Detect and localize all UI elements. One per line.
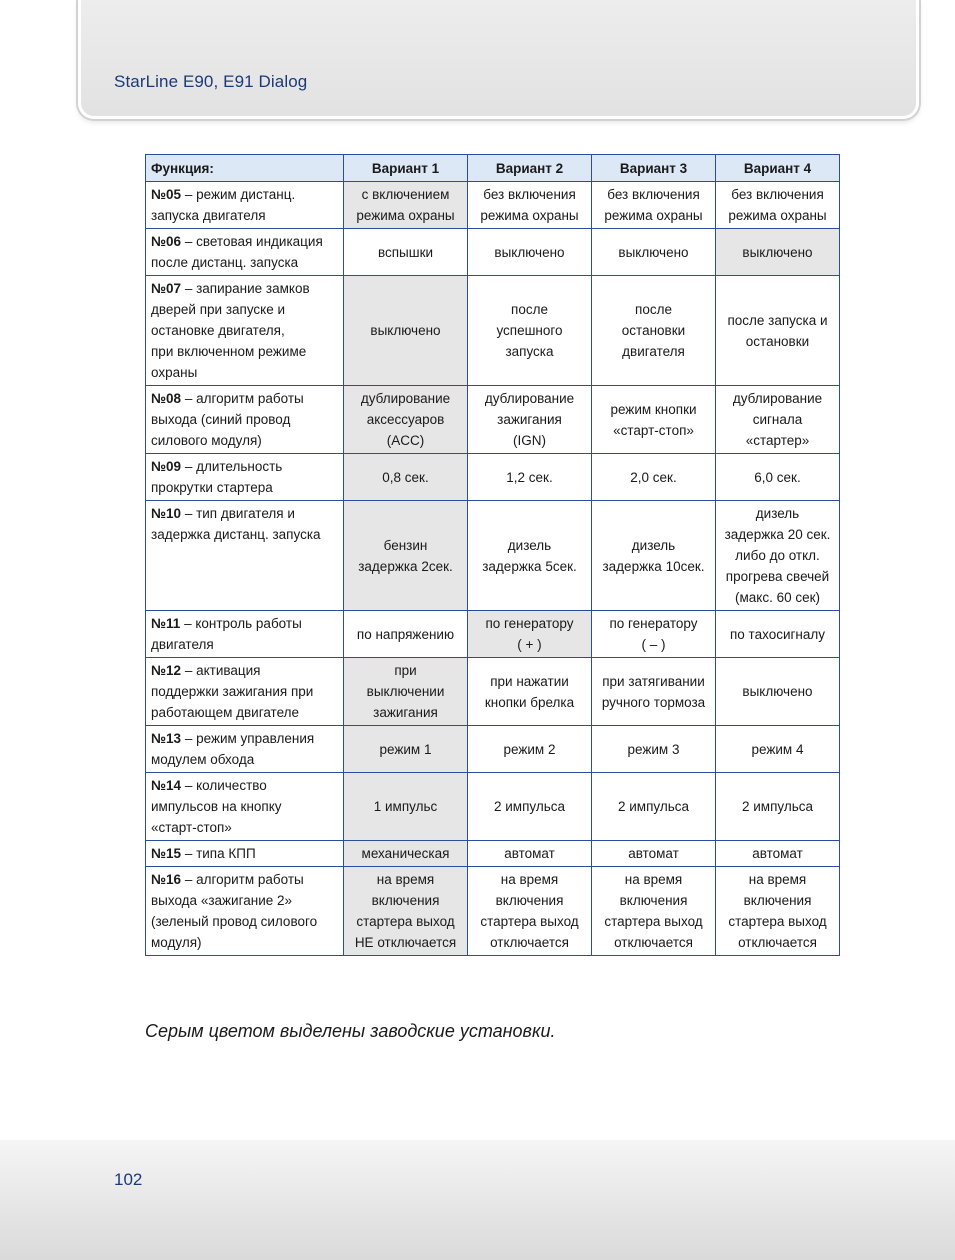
header-band <box>78 0 919 119</box>
function-label: – режим дистанц. запуска двигателя <box>151 187 296 223</box>
function-cell <box>146 454 344 501</box>
header-variant-3: Вариант 3 <box>592 155 716 182</box>
variant-cell: после остановки двигателя <box>592 276 716 386</box>
variant-cell: без включения режима охраны <box>716 182 840 229</box>
function-number: №12 <box>151 663 182 678</box>
function-number: №07 <box>151 281 182 296</box>
table-header-row <box>146 155 840 182</box>
variant-cell: 1,2 сек. <box>468 454 592 501</box>
table-body <box>146 182 840 956</box>
variant-cell-default: 1 импульс <box>344 773 468 841</box>
function-label: – количество импульсов на кнопку «старт-стоп» <box>151 778 282 835</box>
variant-cell: автомат <box>468 841 592 867</box>
settings-table <box>145 154 840 956</box>
table-row <box>146 276 840 386</box>
footer-band <box>0 1140 955 1260</box>
page-number: 102 <box>114 1170 143 1189</box>
variant-cell-default: с включением режима охраны <box>344 182 468 229</box>
table-row <box>146 386 840 454</box>
function-cell <box>146 276 344 386</box>
table-row <box>146 841 840 867</box>
variant-cell: 2 импульса <box>716 773 840 841</box>
table-row <box>146 229 840 276</box>
function-number: №10 <box>151 506 182 521</box>
variant-cell: после успешного запуска <box>468 276 592 386</box>
header-variant-2: Вариант 2 <box>468 155 592 182</box>
variant-cell: на время включения стартера выход отключается <box>716 867 840 956</box>
function-cell <box>146 501 344 611</box>
function-number: №15 <box>151 846 182 861</box>
function-label: – типа КПП <box>181 846 256 861</box>
function-label: – алгоритм работы выхода «зажигание 2» (зеленый провод силового модуля) <box>151 872 318 950</box>
function-number: №09 <box>151 459 182 474</box>
variant-cell-default: режим 1 <box>344 726 468 773</box>
variant-cell: дизель задержка 5сек. <box>468 501 592 611</box>
variant-cell: 2,0 сек. <box>592 454 716 501</box>
variant-cell-default: по генератору ( + ) <box>468 611 592 658</box>
variant-cell: без включения режима охраны <box>592 182 716 229</box>
variant-cell: выключено <box>716 658 840 726</box>
function-number: №11 <box>151 616 181 631</box>
variant-cell-default: на время включения стартера выход НЕ отключается <box>344 867 468 956</box>
function-label: – длительность прокрутки стартера <box>151 459 283 495</box>
table-row <box>146 867 840 956</box>
header-function: Функция: <box>146 155 344 182</box>
variant-cell: дизель задержка 20 сек. либо до откл. прогрева свечей (макс. 60 сек) <box>716 501 840 611</box>
variant-cell-default: дублирование аксессуаров (ACC) <box>344 386 468 454</box>
function-number: №06 <box>151 234 182 249</box>
function-cell <box>146 182 344 229</box>
variant-cell: выключено <box>592 229 716 276</box>
function-label: – алгоритм работы выхода (синий провод силового модуля) <box>151 391 304 448</box>
variant-cell-default: выключено <box>344 276 468 386</box>
header-variant-1: Вариант 1 <box>344 155 468 182</box>
table-row <box>146 454 840 501</box>
function-number: №14 <box>151 778 182 793</box>
variant-cell: автомат <box>592 841 716 867</box>
table-row <box>146 658 840 726</box>
table-row <box>146 501 840 611</box>
variant-cell: 2 импульса <box>468 773 592 841</box>
function-cell <box>146 841 344 867</box>
variant-cell: 2 импульса <box>592 773 716 841</box>
variant-cell-default: бензин задержка 2сек. <box>344 501 468 611</box>
variant-cell-default: при выключении зажигания <box>344 658 468 726</box>
variant-cell: при затягивании ручного тормоза <box>592 658 716 726</box>
variant-cell: дизель задержка 10сек. <box>592 501 716 611</box>
function-cell <box>146 867 344 956</box>
header-variant-4: Вариант 4 <box>716 155 840 182</box>
variant-cell: при нажатии кнопки брелка <box>468 658 592 726</box>
table-row <box>146 611 840 658</box>
function-label: – тип двигателя и задержка дистанц. запуска <box>151 506 321 542</box>
function-label: – запирание замков дверей при запуске и остановке двигателя, при включенном режиме охраны <box>151 281 310 380</box>
variant-cell: без включения режима охраны <box>468 182 592 229</box>
variant-cell: по тахосигналу <box>716 611 840 658</box>
variant-cell: на время включения стартера выход отключается <box>468 867 592 956</box>
function-number: №16 <box>151 872 182 887</box>
variant-cell: дублирование сигнала «стартер» <box>716 386 840 454</box>
variant-cell: дублирование зажигания (IGN) <box>468 386 592 454</box>
document-title: StarLine E90, E91 Dialog <box>114 72 308 91</box>
table-row <box>146 773 840 841</box>
variant-cell: по напряжению <box>344 611 468 658</box>
variant-cell: режим 2 <box>468 726 592 773</box>
variant-cell: после запуска и остановки <box>716 276 840 386</box>
variant-cell-default: выключено <box>716 229 840 276</box>
table-row <box>146 182 840 229</box>
function-number: №08 <box>151 391 182 406</box>
variant-cell-default: 0,8 сек. <box>344 454 468 501</box>
function-label: – активация поддержки зажигания при работающем двигателе <box>151 663 314 720</box>
variant-cell: режим кнопки «старт-стоп» <box>592 386 716 454</box>
function-cell <box>146 386 344 454</box>
function-cell <box>146 726 344 773</box>
function-cell <box>146 611 344 658</box>
function-number: №13 <box>151 731 182 746</box>
variant-cell: автомат <box>716 841 840 867</box>
footnote: Серым цветом выделены заводские установки. <box>145 1021 556 1041</box>
function-cell <box>146 229 344 276</box>
variant-cell: по генератору ( – ) <box>592 611 716 658</box>
variant-cell: 6,0 сек. <box>716 454 840 501</box>
function-cell <box>146 658 344 726</box>
function-label: – контроль работы двигателя <box>151 616 302 652</box>
function-label: – световая индикация после дистанц. запуска <box>151 234 323 270</box>
variant-cell: на время включения стартера выход отключается <box>592 867 716 956</box>
function-number: №05 <box>151 187 182 202</box>
variant-cell: выключено <box>468 229 592 276</box>
variant-cell: вспышки <box>344 229 468 276</box>
table-row <box>146 726 840 773</box>
function-cell <box>146 773 344 841</box>
variant-cell: режим 3 <box>592 726 716 773</box>
function-label: – режим управления модулем обхода <box>151 731 315 767</box>
variant-cell: режим 4 <box>716 726 840 773</box>
variant-cell-default: механическая <box>344 841 468 867</box>
